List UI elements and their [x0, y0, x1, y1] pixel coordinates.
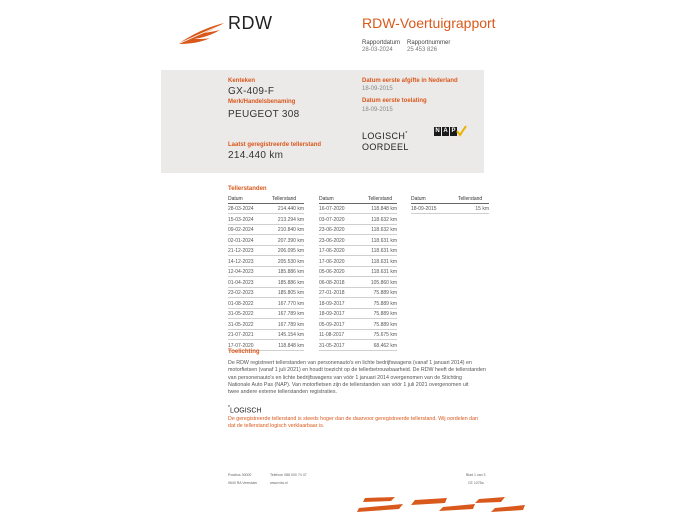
cell-reading: 118.631 km	[371, 269, 397, 275]
cell-reading: 118.632 km	[371, 216, 397, 223]
report-number-label: Rapportnummer	[407, 40, 451, 46]
verdict-heading-word: LOGISCH	[229, 407, 262, 415]
table-row	[319, 257, 397, 267]
cell-date: 31-05-2022	[228, 321, 254, 328]
first-registration-label: Datum eerste toelating	[362, 98, 427, 104]
cell-date: 23-02-2023	[228, 290, 254, 296]
cell-reading: 214.440 km	[277, 206, 304, 212]
table-row	[228, 225, 304, 235]
cell-reading: 75.889 km	[373, 290, 397, 296]
col-header-date: Datum	[411, 196, 426, 202]
cell-date: 05-09-2017	[319, 321, 345, 328]
table-row	[228, 309, 304, 319]
table-row	[228, 257, 304, 267]
verdict-explanation-line: De geregistreerde tellerstand is steeds hoger dan de daarvoor geregistreerde tellerstand. Wij oordelen dan	[228, 416, 478, 422]
cell-reading: 75.889 km	[373, 300, 397, 307]
cell-reading: 167.789 km	[277, 311, 304, 317]
cell-reading: 206.095 km	[277, 248, 304, 254]
cell-reading: 118.848 km	[371, 206, 397, 212]
cell-date: 05-06-2020	[319, 269, 345, 275]
cell-reading: 185.886 km	[277, 269, 304, 275]
nap-letter: P	[451, 128, 456, 134]
first-admission-label: Datum eerste afgifte in Nederland	[362, 78, 458, 84]
verdict-heading	[228, 405, 261, 414]
explanation-line: motorfietsen (vanaf 1 juli 2021) en houdt toezicht op de tellerbetrouwbaarheid. De RDW heeft de tellerstanden	[228, 367, 486, 374]
cell-date: 17-07-2020	[228, 342, 254, 349]
explanation-title: Toelichting	[228, 349, 260, 355]
table-row	[319, 204, 397, 214]
cell-reading: 118.631 km	[371, 237, 397, 244]
col-header-reading: Tellerstand	[272, 196, 297, 202]
verdict-text	[362, 129, 409, 153]
verdict-explanation	[228, 416, 478, 431]
cell-date: 11-08-2017	[319, 332, 345, 338]
verdict-explanation-line: dat de tellerstand logisch verklaarbaar is.	[228, 423, 325, 430]
first-admission-value: 18-09-2015	[362, 86, 393, 92]
nap-letter: A	[443, 128, 448, 134]
plate-value: GX-409-F	[228, 86, 275, 97]
table-row	[319, 320, 397, 330]
col-header-reading: Tellerstand	[368, 196, 393, 202]
table-row	[228, 246, 304, 256]
table-row	[228, 320, 304, 330]
table-row	[319, 267, 397, 277]
odometer-section-title: Tellerstanden	[228, 186, 267, 192]
cell-reading: 207.390 km	[277, 237, 304, 244]
footer-page: Blad 1 van 3	[466, 473, 486, 477]
cell-reading: 118.848 km	[278, 342, 304, 349]
cell-date: 01-04-2023	[228, 279, 254, 286]
cell-date: 01-08-2022	[228, 300, 254, 307]
explanation-line: Nationale Auto Pas (NAP). Van motorfietsen zijn de tellerstanden van vóór 1 juli 2021 overgenomen uit	[228, 381, 469, 388]
footer-phone: Telefoon 088 000 74 47	[270, 473, 307, 477]
make-label: Merk/Handelsbenaming	[228, 99, 296, 105]
make-value: PEUGEOT 308	[228, 109, 300, 120]
report-date: 28-03-2024	[362, 47, 393, 53]
col-header-date: Datum	[228, 196, 243, 202]
table-row	[411, 204, 489, 214]
cell-date: 23-06-2020	[319, 227, 345, 233]
decorative-swoosh-icon	[355, 494, 530, 514]
cell-reading: 118.631 km	[371, 258, 397, 265]
cell-date: 15-03-2024	[228, 216, 254, 223]
cell-reading: 75.889 km	[373, 311, 397, 317]
cell-date: 03-07-2020	[319, 216, 345, 223]
cell-date: 16-07-2020	[319, 206, 345, 212]
cell-reading: 210.840 km	[277, 227, 304, 233]
first-registration-value: 18-09-2015	[362, 107, 393, 113]
cell-reading: 205.530 km	[277, 258, 304, 265]
cell-reading: 75.889 km	[373, 321, 397, 328]
report-title: RDW-Voertuigrapport	[362, 15, 496, 31]
verdict-line2: OORDEEL	[362, 142, 409, 152]
table-row	[228, 267, 304, 277]
table-row	[228, 204, 304, 214]
cell-date: 17-06-2020	[319, 248, 345, 254]
cell-date: 21-12-2023	[228, 248, 254, 254]
cell-reading: 167.789 km	[277, 321, 304, 328]
cell-reading: 68.462 km	[373, 342, 397, 349]
table-row	[228, 215, 304, 225]
cell-reading: 15 km	[475, 206, 489, 212]
cell-reading: 185.805 km	[277, 290, 304, 296]
cell-date: 17-06-2020	[319, 258, 345, 265]
plate-label: Kenteken	[228, 78, 256, 84]
col-header-reading: Tellerstand	[458, 196, 483, 202]
table-row	[228, 288, 304, 298]
cell-date: 18-09-2015	[411, 206, 437, 212]
cell-reading: 75.675 km	[373, 332, 397, 338]
cell-reading: 185.886 km	[277, 279, 304, 286]
table-row	[319, 330, 397, 340]
cell-date: 18-09-2017	[319, 311, 345, 317]
cell-reading: 167.770 km	[277, 300, 304, 307]
explanation-line: van personenauto's en lichte bedrijfswagens van vóór 1 januari 2014 overgenomen van de Stichting	[228, 374, 462, 381]
cell-date: 31-05-2022	[228, 311, 254, 317]
table-row	[228, 299, 304, 309]
cell-date: 28-03-2024	[228, 206, 254, 212]
table-row	[319, 341, 397, 351]
table-row	[319, 309, 397, 319]
explanation-line: De RDW registreert tellerstanden van personenauto's en lichte bedrijfswagens (vanaf 1 januari 2014) en	[228, 360, 472, 366]
report-number: 25 453 826	[407, 47, 438, 53]
table-row	[319, 299, 397, 309]
cell-reading: 145.154 km	[277, 332, 304, 338]
report-date-label: Rapportdatum	[362, 40, 401, 46]
cell-date: 06-08-2018	[319, 279, 345, 286]
col-header-date: Datum	[319, 196, 334, 202]
explanation-line: twee andere externe tellerstanden registraties.	[228, 389, 337, 396]
table-row	[319, 215, 397, 225]
cell-date: 02-01-2024	[228, 237, 254, 244]
cell-date: 31-05-2017	[319, 342, 345, 349]
verdict-mark: *	[405, 131, 408, 137]
check-icon	[456, 125, 467, 137]
footer-address-1: Postbus 30000	[228, 473, 252, 477]
rdw-feather-logo-icon	[176, 22, 226, 46]
vehicle-summary-panel	[161, 70, 484, 173]
brand-name: RDW	[228, 13, 273, 33]
table-row	[319, 288, 397, 298]
verdict-heading-mark: *	[228, 405, 230, 411]
table-row	[319, 246, 397, 256]
cell-date: 14-12-2023	[228, 258, 254, 265]
table-row	[228, 236, 304, 246]
footer-address-2: 9640 RA Veendam	[228, 481, 258, 485]
cell-reading: 118.632 km	[371, 227, 397, 233]
table-row	[319, 236, 397, 246]
cell-date: 23-06-2020	[319, 237, 345, 244]
odometer-label: Laatst geregistreerde tellerstand	[228, 142, 322, 148]
nap-letter: N	[435, 128, 440, 134]
verdict-line1: LOGISCH	[362, 131, 406, 141]
cell-date: 21-07-2021	[228, 332, 254, 338]
table-row	[319, 225, 397, 235]
table-row	[228, 278, 304, 288]
odometer-value: 214.440 km	[228, 150, 284, 161]
cell-date: 12-04-2023	[228, 269, 254, 275]
footer-code: CE 1075a	[468, 481, 484, 485]
footer-website: www.rdw.nl	[270, 481, 288, 485]
cell-reading: 105.860 km	[370, 279, 397, 286]
nap-logo	[434, 127, 466, 139]
table-row	[228, 330, 304, 340]
cell-date: 09-02-2024	[228, 227, 254, 233]
explanation-text	[228, 360, 486, 396]
cell-date: 27-01-2018	[319, 290, 345, 296]
cell-reading: 213.294 km	[277, 216, 304, 223]
cell-reading: 118.631 km	[371, 248, 397, 254]
cell-date: 18-09-2017	[319, 300, 345, 307]
table-row	[319, 278, 397, 288]
